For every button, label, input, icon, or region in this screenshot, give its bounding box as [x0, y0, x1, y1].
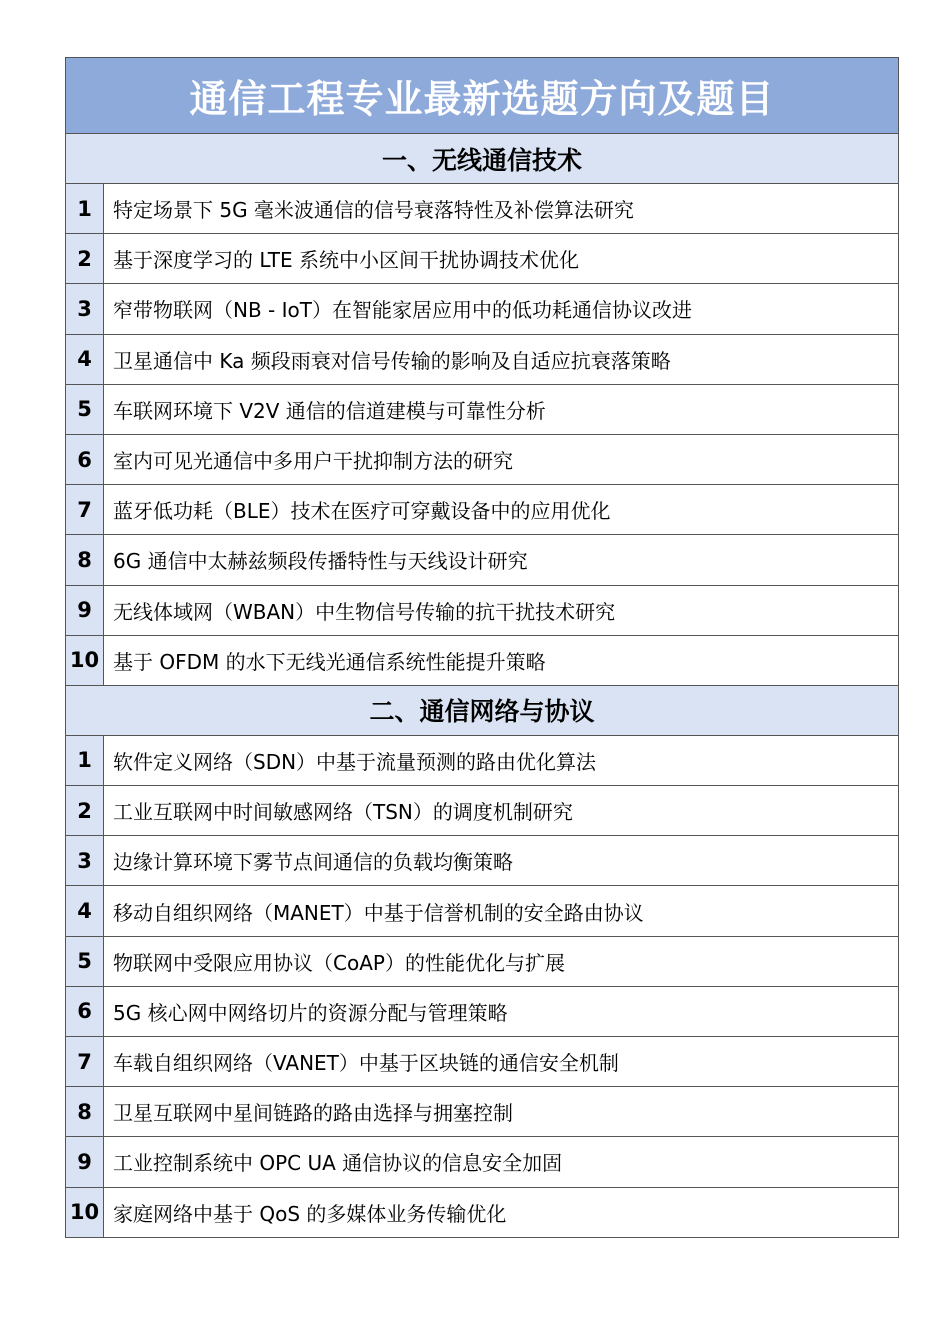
row-number: 9	[66, 585, 104, 635]
row-number: 5	[66, 936, 104, 986]
section-header-row	[66, 685, 899, 735]
row-number: 8	[66, 1087, 104, 1137]
topic-text: 工业控制系统中 OPC UA 通信协议的信息安全加固	[104, 1137, 899, 1187]
topic-text: 工业互联网中时间敏感网络（TSN）的调度机制研究	[104, 786, 899, 836]
row-number: 2	[66, 786, 104, 836]
table-row	[66, 1187, 899, 1237]
section-heading: 二、通信网络与协议	[66, 685, 899, 735]
row-number: 1	[66, 184, 104, 234]
table-row	[66, 735, 899, 785]
row-number: 4	[66, 886, 104, 936]
table-row	[66, 434, 899, 484]
table-row	[66, 986, 899, 1036]
topic-text: 特定场景下 5G 毫米波通信的信号衰落特性及补偿算法研究	[104, 184, 899, 234]
table-row	[66, 184, 899, 234]
table-row	[66, 284, 899, 334]
row-number: 3	[66, 284, 104, 334]
topic-text: 5G 核心网中网络切片的资源分配与管理策略	[104, 986, 899, 1036]
row-number: 4	[66, 334, 104, 384]
section-header-row	[66, 134, 899, 184]
table-row	[66, 936, 899, 986]
row-number: 10	[66, 1187, 104, 1237]
topics-table	[65, 57, 899, 1238]
topic-text: 车载自组织网络（VANET）中基于区块链的通信安全机制	[104, 1037, 899, 1087]
table-row	[66, 1137, 899, 1187]
topic-text: 室内可见光通信中多用户干扰抑制方法的研究	[104, 434, 899, 484]
topic-text: 卫星通信中 Ka 频段雨衰对信号传输的影响及自适应抗衰落策略	[104, 334, 899, 384]
title-row	[66, 58, 899, 134]
table-row	[66, 786, 899, 836]
row-number: 10	[66, 635, 104, 685]
row-number: 5	[66, 384, 104, 434]
table-row	[66, 234, 899, 284]
table-row	[66, 836, 899, 886]
row-number: 2	[66, 234, 104, 284]
row-number: 3	[66, 836, 104, 886]
topic-text: 物联网中受限应用协议（CoAP）的性能优化与扩展	[104, 936, 899, 986]
table-row	[66, 635, 899, 685]
table-row	[66, 886, 899, 936]
row-number: 1	[66, 735, 104, 785]
row-number: 8	[66, 535, 104, 585]
topic-text: 基于深度学习的 LTE 系统中小区间干扰协调技术优化	[104, 234, 899, 284]
table-row	[66, 1087, 899, 1137]
table-row	[66, 334, 899, 384]
topic-text: 无线体域网（WBAN）中生物信号传输的抗干扰技术研究	[104, 585, 899, 635]
table-row	[66, 384, 899, 434]
topic-text: 窄带物联网（NB - IoT）在智能家居应用中的低功耗通信协议改进	[104, 284, 899, 334]
topic-text: 家庭网络中基于 QoS 的多媒体业务传输优化	[104, 1187, 899, 1237]
topic-text: 软件定义网络（SDN）中基于流量预测的路由优化算法	[104, 735, 899, 785]
row-number: 6	[66, 986, 104, 1036]
table-row	[66, 485, 899, 535]
topic-text: 6G 通信中太赫兹频段传播特性与天线设计研究	[104, 535, 899, 585]
document-title: 通信工程专业最新选题方向及题目	[66, 58, 899, 134]
row-number: 6	[66, 434, 104, 484]
row-number: 7	[66, 1037, 104, 1087]
topic-text: 车联网环境下 V2V 通信的信道建模与可靠性分析	[104, 384, 899, 434]
table-row	[66, 585, 899, 635]
topic-text: 蓝牙低功耗（BLE）技术在医疗可穿戴设备中的应用优化	[104, 485, 899, 535]
section-heading: 一、无线通信技术	[66, 134, 899, 184]
topic-text: 移动自组织网络（MANET）中基于信誉机制的安全路由协议	[104, 886, 899, 936]
row-number: 7	[66, 485, 104, 535]
topic-text: 边缘计算环境下雾节点间通信的负载均衡策略	[104, 836, 899, 886]
topic-text: 基于 OFDM 的水下无线光通信系统性能提升策略	[104, 635, 899, 685]
table-row	[66, 1037, 899, 1087]
topic-text: 卫星互联网中星间链路的路由选择与拥塞控制	[104, 1087, 899, 1137]
row-number: 9	[66, 1137, 104, 1187]
table-row	[66, 535, 899, 585]
